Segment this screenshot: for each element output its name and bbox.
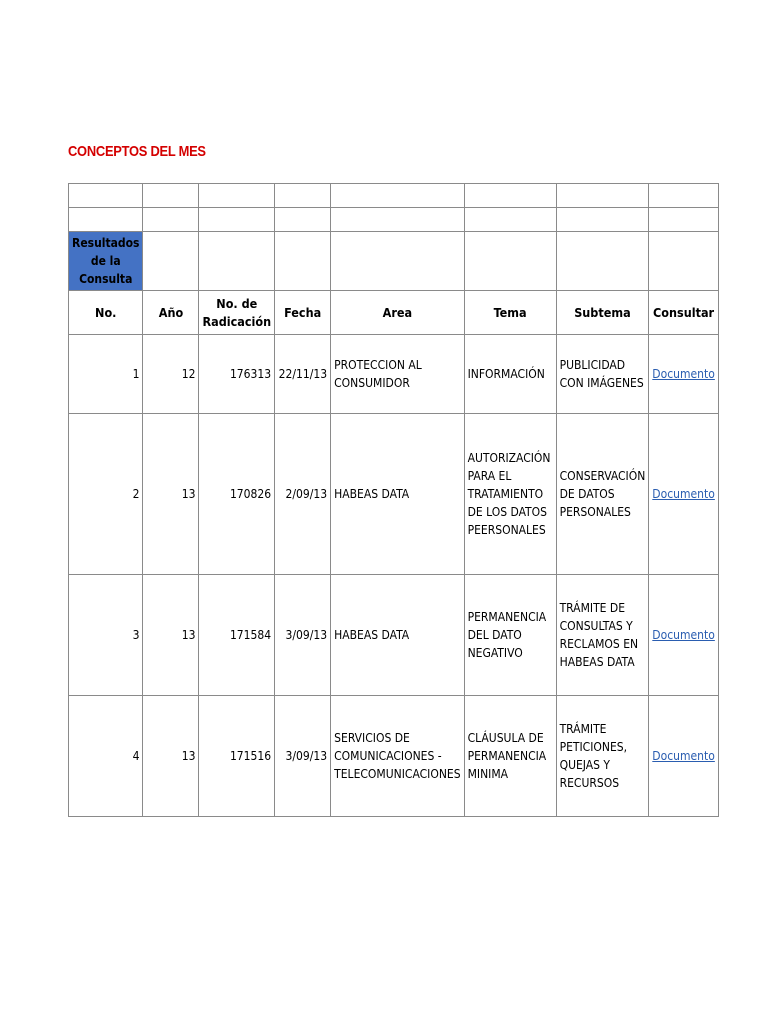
page-title: CONCEPTOS DEL MES xyxy=(68,143,206,160)
header-fecha: Fecha xyxy=(275,291,331,335)
cell-tema: INFORMACIÓN xyxy=(464,335,556,414)
cell-no: 3 xyxy=(69,575,143,696)
header-consultar: Consultar xyxy=(649,291,719,335)
table-row xyxy=(69,335,719,414)
cell-area: HABEAS DATA xyxy=(331,414,464,575)
results-label: Resultados de la Consulta xyxy=(69,232,143,291)
header-subtema: Subtema xyxy=(556,291,649,335)
cell-no: 2 xyxy=(69,414,143,575)
header-tema: Tema xyxy=(464,291,556,335)
cell-radicacion: 171584 xyxy=(199,575,275,696)
column-header-row xyxy=(69,291,719,335)
cell-fecha: 2/09/13 xyxy=(275,414,331,575)
documento-link[interactable]: Documento xyxy=(649,414,719,575)
cell-radicacion: 171516 xyxy=(199,696,275,817)
cell-ano: 13 xyxy=(143,414,199,575)
cell-radicacion: 170826 xyxy=(199,414,275,575)
cell-radicacion: 176313 xyxy=(199,335,275,414)
header-ano: Año xyxy=(143,291,199,335)
documento-link[interactable]: Documento xyxy=(649,696,719,817)
blank-row xyxy=(69,208,719,232)
table-row xyxy=(69,414,719,575)
cell-ano: 12 xyxy=(143,335,199,414)
cell-subtema: TRÁMITE DE CONSULTAS Y RECLAMOS EN HABEAS DATA xyxy=(556,575,649,696)
cell-ano: 13 xyxy=(143,696,199,817)
documento-link[interactable]: Documento xyxy=(649,335,719,414)
cell-no: 4 xyxy=(69,696,143,817)
cell-fecha: 22/11/13 xyxy=(275,335,331,414)
results-header-row xyxy=(69,232,719,291)
blank-row xyxy=(69,184,719,208)
header-area: Area xyxy=(331,291,464,335)
cell-subtema: CONSERVACIÓN DE DATOS PERSONALES xyxy=(556,414,649,575)
cell-fecha: 3/09/13 xyxy=(275,575,331,696)
cell-fecha: 3/09/13 xyxy=(275,696,331,817)
cell-tema: CLÁUSULA DE PERMANENCIA MINIMA xyxy=(464,696,556,817)
cell-area: SERVICIOS DE COMUNICACIONES - TELECOMUNICACIONES xyxy=(331,696,464,817)
table-row xyxy=(69,575,719,696)
cell-no: 1 xyxy=(69,335,143,414)
cell-subtema: PUBLICIDAD CON IMÁGENES xyxy=(556,335,649,414)
cell-area: PROTECCION AL CONSUMIDOR xyxy=(331,335,464,414)
documento-link[interactable]: Documento xyxy=(649,575,719,696)
cell-subtema: TRÁMITE PETICIONES, QUEJAS Y RECURSOS xyxy=(556,696,649,817)
consultas-table xyxy=(68,183,719,817)
header-no: No. xyxy=(69,291,143,335)
cell-ano: 13 xyxy=(143,575,199,696)
cell-tema: PERMANENCIA DEL DATO NEGATIVO xyxy=(464,575,556,696)
cell-tema: AUTORIZACIÓN PARA EL TRATAMIENTO DE LOS DATOS PEERSONALES xyxy=(464,414,556,575)
header-radicacion: No. de Radicación xyxy=(199,291,275,335)
cell-area: HABEAS DATA xyxy=(331,575,464,696)
table-row xyxy=(69,696,719,817)
